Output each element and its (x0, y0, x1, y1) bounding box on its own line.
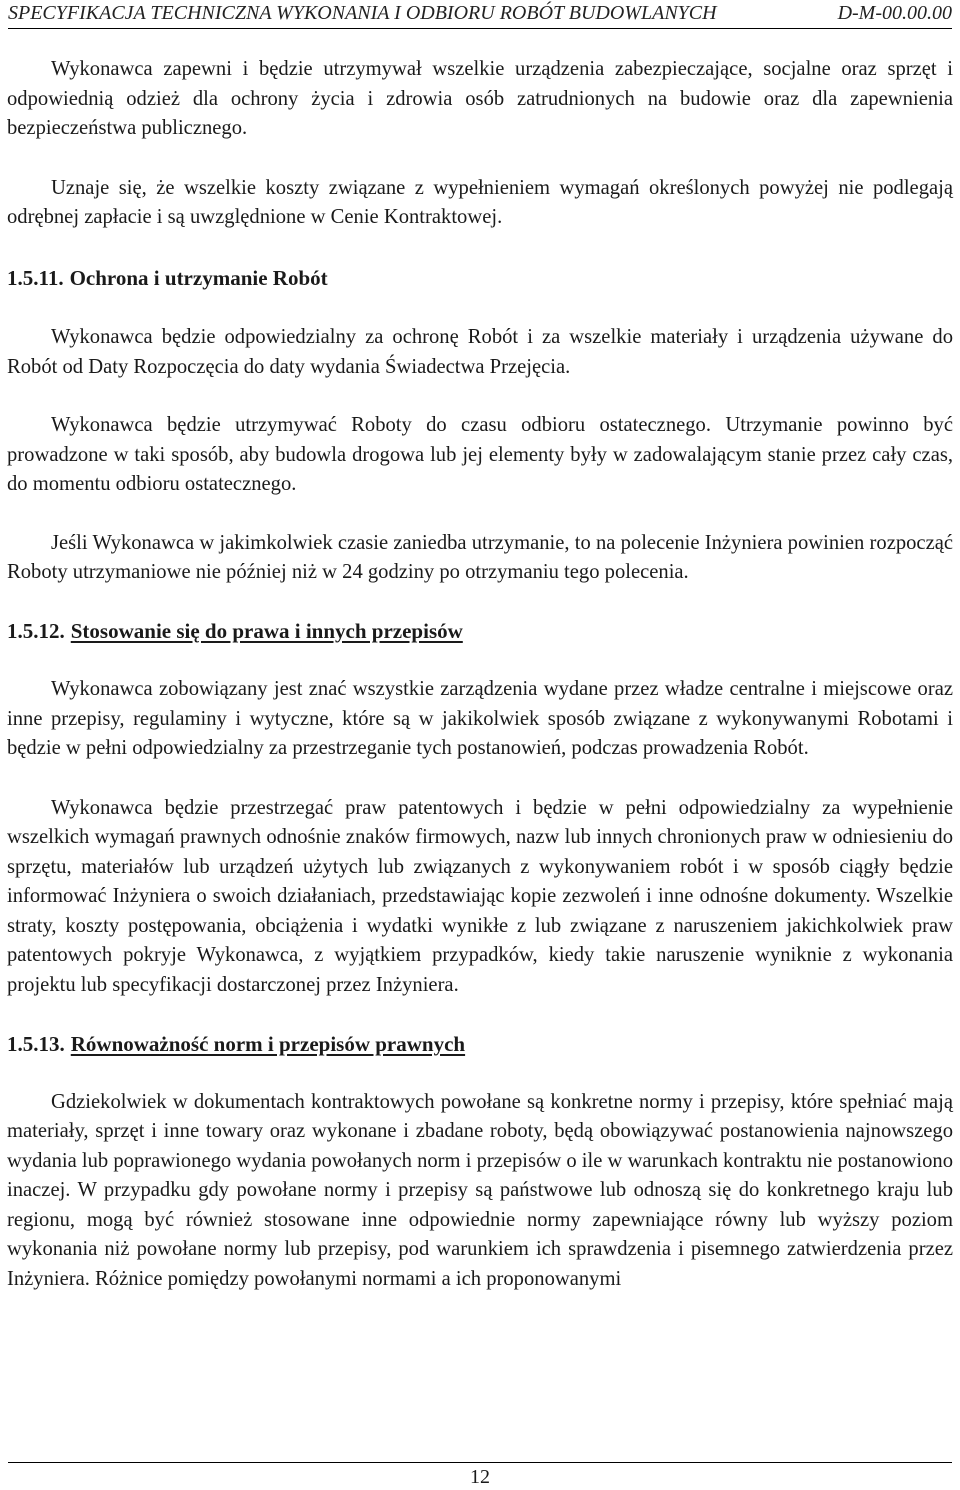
document-code: D-M-00.00.00 (837, 2, 952, 24)
section-number: 1.5.12. (7, 618, 65, 643)
section-title: Równoważność norm i przepisów prawnych (70, 1032, 466, 1056)
paragraph: Wykonawca będzie przestrzegać praw patentowych i będzie w pełni odpowiedzialny za wypełnienie wszelkich wymagań prawnych odnośnie znaków firmowych, nazw lub innych chronionych praw w odniesieniu do sprzętu, materiałów lub urządzeń użytych lub związanych z wykonywaniem robót i w sposób ciągły będzie informować Inżyniera o swoich działaniach, przedstawiając kopie zezwoleń i inne odnośne dokumenty. Wszelkie straty, koszty postępowania, obciążenia i wydatki wynikłe z lub związane z naruszeniem jakichkolwiek praw patentowych pokryje Wykonawca, z wyjątkiem przypadków, kiedy takie naruszenie wyniknie z wykonania projektu lub specyfikacji dostarczonej przez Inżyniera. (7, 796, 953, 996)
paragraph: Wykonawca zobowiązany jest znać wszystkie zarządzenia wydane przez władze centralne i miejscowe oraz inne przepisy, regulaminy i wytyczne, które są w jakikolwiek sposób związane z wykonywanymi Robotami i będzie w pełni odpowiedzialny za przestrzeganie tych postanowień, podczas prowadzenia Robót. (7, 678, 953, 759)
section-title: Ochrona i utrzymanie Robót (69, 265, 328, 290)
section-number: 1.5.11. (7, 265, 64, 290)
section-heading (7, 1030, 953, 1060)
paragraph: Gdziekolwiek w dokumentach kontraktowych powołane są konkretne normy i przepisy, które spełniać mają materiały, sprzęt i inne towary oraz wykonane i zbadane roboty, będą obowiązywać postanowienia najnowszego wydania lub poprawionego wydania powołanych norm i przepisów o ile w warunkach kontraktu nie postanowiono inaczej. W przypadku gdy powołane normy i przepisy są państwowe lub odnoszą się do konkretnego kraju lub regionu, mogą być również stosowane inne odpowiednie normy zapewniające równy lub wyższy poziom wykonania niż powołane normy lub przepisy, pod warunkiem ich sprawdzenia i pisemnego zatwierdzenia przez Inżyniera. Różnice pomiędzy powołanymi normami a ich proponowanymi (7, 1090, 953, 1290)
section-heading (7, 264, 953, 294)
footer-divider (8, 1462, 952, 1463)
paragraph: Jeśli Wykonawca w jakimkolwiek czasie zaniedba utrzymanie, to na polecenie Inżyniera powinien rozpocząć Roboty utrzymaniowe nie później niż w 24 godziny po otrzymaniu tego polecenia. (7, 531, 953, 583)
section-heading (7, 617, 953, 647)
document-title: SPECYFIKACJA TECHNICZNA WYKONANIA I ODBIORU ROBÓT BUDOWLANYCH (8, 2, 717, 24)
page-header (8, 2, 952, 28)
document-body (7, 55, 953, 1294)
page-number: 12 (470, 1466, 490, 1488)
section-title: Stosowanie się do prawa i innych przepisów (70, 618, 463, 643)
paragraph: Wykonawca będzie odpowiedzialny za ochronę Robót i za wszelkie materiały i urządzenia używane do Robót od Daty Rozpoczęcia do daty wydania Świadectwa Przejęcia. (7, 326, 953, 378)
paragraph: Wykonawca zapewni i będzie utrzymywał wszelkie urządzenia zabezpieczające, socjalne oraz sprzęt i odpowiednią odzież dla ochrony życia i zdrowia osób zatrudnionych na budowie oraz dla zapewnienia bezpieczeństwa publicznego. (7, 58, 953, 139)
paragraph: Uznaje się, że wszelkie koszty związane z wypełnieniem wymagań określonych powyżej nie podlegają odrębnej zapłacie i są uwzględnione w Cenie Kontraktowej. (7, 176, 953, 228)
header-divider (8, 28, 952, 29)
paragraph: Wykonawca będzie utrzymywać Roboty do czasu odbioru ostatecznego. Utrzymanie powinno być prowadzone w taki sposób, aby budowla drogowa lub jej elementy były w zadowalającym stanie przez cały czas, do momentu odbioru ostatecznego. (7, 414, 953, 495)
section-number: 1.5.13. (7, 1032, 65, 1056)
